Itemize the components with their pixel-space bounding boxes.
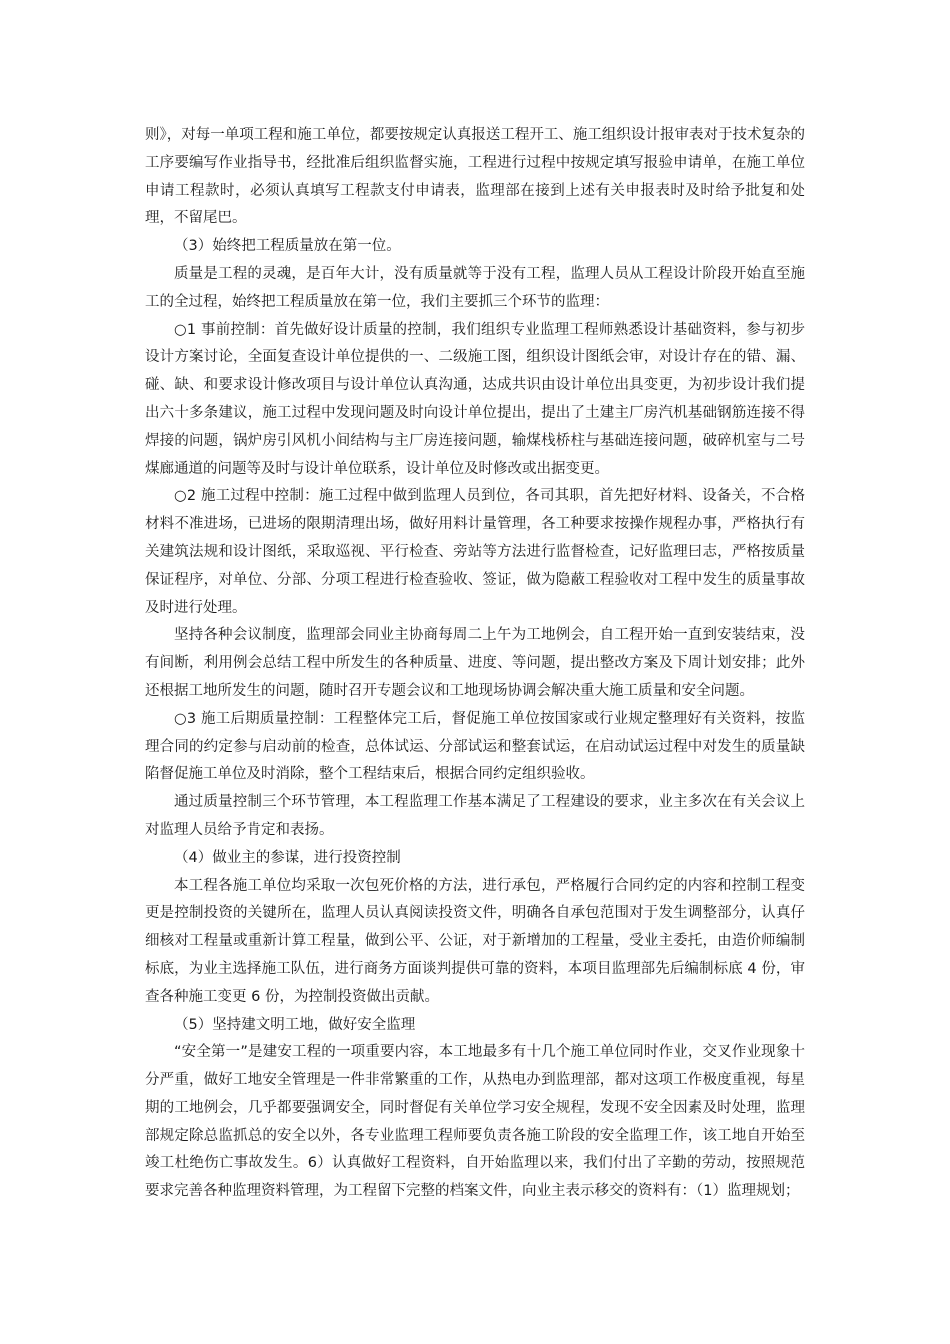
document-body <box>145 122 805 1206</box>
paragraph-continuation: 则》，对每一单项工程和施工单位，都要按规定认真报送工程开工、施工组织设计报审表对于技术复杂的工序要编写作业指导书，经批准后组织监督实施，工程进行过程中按规定填写报验申请单，在施工单位申请工程款时，必须认真填写工程款支付申请表，监理部在接到上述有关申报表时及时给予批复和处理，不留尾巴。 <box>145 127 805 227</box>
paragraph-quality-intro: 质量是工程的灵魂，是百年大计，没有质量就等于没有工程，监理人员从工程设计阶段开始直至施工的全过程，始终把工程质量放在第一位，我们主要抓三个环节的监理： <box>145 265 805 310</box>
heading-investment-control: （4）做业主的参谋，进行投资控制 <box>174 849 401 866</box>
paragraph-pre-control: ○1 事前控制：首先做好设计质量的控制，我们组织专业监理工程师熟悉设计基础资料，参与初步设计方案讨论，全面复查设计单位提供的一、二级施工图，组织设计图纸会审，对设计存在的错、漏、碰、缺、和要求设计修改项目与设计单位认真沟通，达成共识由设计单位出具变更，为初步设计我们提出六十多条建议，施工过程中发现问题及时向设计单位提出，提出了土建主厂房汽机基础钢筋连接不得焊接的问题，锅炉房引风机小间结构与主厂房连接问题，输煤栈桥柱与基础连接问题，破碎机室与二号煤廊通道的问题等及时与设计单位联系，设计单位及时修改或出据变更。 <box>145 321 805 477</box>
paragraph-quality-summary: 通过质量控制三个环节管理，本工程监理工作基本满足了工程建设的要求，业主多次在有关会议上对监理人员给予肯定和表扬。 <box>145 794 805 838</box>
paragraph-post-control: ○3 施工后期质量控制：工程整体完工后，督促施工单位按国家或行业规定整理好有关资料，按监理合同的约定参与启动前的检查，总体试运、分部试运和整套试运，在启动试运过程中对发生的质量缺陷督促施工单位及时消除，整个工程结束后，根据合同约定组织验收。 <box>145 710 805 783</box>
paragraph-meetings: 坚持各种会议制度，监理部会同业主协商每周二上午为工地例会，自工程开始一直到安装结束，没有间断，利用例会总结工程中所发生的各种质量、进度、等问题，提出整改方案及下周计划安排；此外还根据工地所发生的问题，随时召开专题会议和工地现场协调会解决重大施工质量和安全问题。 <box>145 627 805 699</box>
heading-quality-first: （3）始终把工程质量放在第一位。 <box>174 238 401 255</box>
paragraph-process-control: ○2 施工过程中控制：施工过程中做到监理人员到位，各司其职，首先把好材料、设备关，不合格材料不准进场，已进场的限期清理出场，做好用料计量管理，各工种要求按操作规程办事，严格执行有关建筑法规和设计图纸，采取巡视、平行检查、旁站等方法进行监督检查，记好监理曰志，严格按质量保证程序，对单位、分部、分项工程进行检查验收、签证，做为隐蔽工程验收对工程中发生的质量事故及时进行处理。 <box>145 488 805 616</box>
paragraph-safety: “安全第一”是建安工程的一项重要内容，本工地最多有十几个施工单位同时作业，交叉作业现象十分严重，做好工地安全管理是一件非常繁重的工作，从热电办到监理部，都对这项工作极度重视，每星期的工地例会，几乎都要强调安全，同时督促有关单位学习安全规程，发现不安全因素及时处理，监理部规定除总监抓总的安全以外，各专业监理工程师要负责各施工阶段的安全监理工作，该工地自开始至竣工杜绝伤亡事故发生。6）认真做好工程资料，自开始监理以来，我们付出了辛勤的劳动，按照规范要求完善各种监理资料管理，为工程留下完整的档案文件，向业主表示移交的资料有：（1）监理规划； <box>145 1044 805 1200</box>
paragraph-investment: 本工程各施工单位均采取一次包死价格的方法，进行承包，严格履行合同约定的内容和控制工程变更是控制投资的关键所在，监理人员认真阅读投资文件，明确各自承包范围对于发生调整部分，认真仔细核对工程量或重新计算工程量，做到公平、公证，对于新增加的工程量，受业主委托，由造价师编制标底，为业主选择施工队伍，进行商务方面谈判提供可靠的资料，本项目监理部先后编制标底 4 份，审查各种施工变更 6 份，为控制投资做出贡献。 <box>145 877 805 1005</box>
heading-safety: （5）坚持建文明工地，做好安全监理 <box>174 1016 416 1033</box>
